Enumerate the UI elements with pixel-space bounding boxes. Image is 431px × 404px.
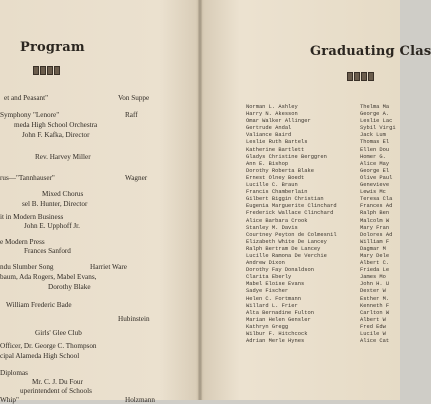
graduate-name: Mary Fran — [360, 224, 390, 231]
program-composer: Holzmann — [125, 396, 155, 404]
graduate-name: Olive Paul — [360, 174, 393, 181]
graduate-name: Harry N. Akesson — [246, 111, 298, 118]
graduate-name: Eugenia Marguerite Clinchard — [246, 203, 337, 210]
program-line: et and Peasant" — [4, 94, 49, 102]
program-line: sel B. Hunter, Director — [22, 200, 88, 208]
graduate-name: Ralph Ben — [360, 210, 390, 217]
graduate-name: Kenneth F — [360, 302, 390, 309]
graduate-name: Alta Bernadine Fulton — [246, 309, 314, 316]
graduate-name: Elizabeth White De Lancey — [246, 238, 327, 245]
program-list — [0, 0, 198, 404]
program-line: John E. Upphoff Jr. — [24, 222, 80, 230]
graduate-name: Mabel Eloise Evans — [246, 281, 305, 288]
graduate-name: Jack Lum — [360, 132, 386, 139]
graduate-name: Malcolm W — [360, 217, 390, 224]
graduate-name: Omar Walker Allinger — [246, 118, 311, 125]
program-line: Symphony "Lenore" — [0, 111, 60, 119]
program-composer: Hubinstein — [118, 315, 150, 323]
graduate-name: William F — [360, 238, 390, 245]
graduate-name: Sybil Virgi — [360, 125, 396, 132]
program-line: Officer, Dr. George C. Thompson — [0, 342, 97, 350]
graduate-name: Ellen Dou — [360, 146, 390, 153]
graduate-name: James Mo — [360, 274, 386, 281]
graduate-name: Dorothy Fay Donaldson — [246, 267, 314, 274]
program-title: Program — [20, 40, 85, 55]
graduate-name: Dagmar M — [360, 245, 386, 252]
graduate-name: Clarita Eberly — [246, 274, 292, 281]
graduate-name: Courtney Peyton de Colmesnil — [246, 231, 337, 238]
program-line: baum, Ada Rogers, Mabel Evans, — [0, 273, 97, 281]
graduate-name: Mary Dele — [360, 252, 390, 259]
graduate-name: Helen C. Fortmann — [246, 295, 301, 302]
graduate-name: Sadye Fischer — [246, 288, 289, 295]
graduate-name: Valiance Baird — [246, 132, 292, 139]
graduate-name: Ralph Bertram De Lancey — [246, 245, 321, 252]
graduate-name: Homer G. — [360, 153, 386, 160]
program-line: Whip" — [0, 396, 19, 404]
graduate-name: Dorothy Roberta Blake — [246, 167, 314, 174]
graduates-column-1 — [246, 104, 366, 345]
graduate-name: Marian Helen Gensler — [246, 316, 311, 323]
graduate-name: John H. U — [360, 281, 390, 288]
graduate-name: Albert C. — [360, 260, 390, 267]
graduate-name: Frieda Le — [360, 267, 390, 274]
graduate-name: Frances Ad — [360, 203, 393, 210]
graduate-name: Kathryn Gregg — [246, 323, 289, 330]
graduate-name: Lucille C. Braun — [246, 182, 298, 189]
program-line: uperintendent of Schools — [20, 387, 92, 395]
graduate-name: Alice May — [360, 160, 390, 167]
program-line: William Frederic Bade — [6, 301, 72, 309]
graduate-name: Alice Cat — [360, 338, 390, 345]
graduate-name: Gilbert Biggin Christian — [246, 196, 324, 203]
program-line: Mr. C. J. Du Four — [32, 378, 83, 386]
graduate-name: Alice Barbara Crook — [246, 217, 308, 224]
program-line: meda High School Orchestra — [14, 121, 98, 129]
graduate-name: Gladys Christine Berggren — [246, 153, 327, 160]
program-line: cipal Alameda High School — [0, 352, 80, 360]
graduate-name: Francis Chamberlain — [246, 189, 308, 196]
graduate-name: Ann E. Bishop — [246, 160, 289, 167]
graduate-name: Ernest Olney Boedt — [246, 174, 305, 181]
program-line: Dorothy Blake — [48, 283, 91, 291]
graduate-name: Frederick Wallace Clinchard — [246, 210, 334, 217]
graduate-name: Stanley M. Davis — [246, 224, 298, 231]
graduate-name: Thomas El — [360, 139, 390, 146]
graduate-name: Genevieve — [360, 182, 390, 189]
graduate-name: Gertrude Andal — [246, 125, 292, 132]
graduate-name: Lewis Mc — [360, 189, 386, 196]
graduate-name: Adrian Merle Hynes — [246, 338, 305, 345]
graduate-name: Albert W — [360, 316, 386, 323]
program-composer: Raff — [125, 111, 138, 119]
program-line: Mixed Chorus — [42, 190, 84, 198]
program-composer: Von Suppe — [118, 94, 150, 102]
graduate-name: Leslie Ruth Bartels — [246, 139, 308, 146]
graduate-name: Katherine Bartlett — [246, 146, 305, 153]
program-line: ndu Slumber Song — [0, 263, 54, 271]
program-composer: Harriet Ware — [90, 263, 127, 271]
graduate-name: Carlton W — [360, 309, 390, 316]
program-line: Frances Sanford — [24, 247, 71, 255]
graduate-name: Fred Edw — [360, 323, 386, 330]
program-composer: Wagner — [125, 174, 148, 182]
graduate-name: Lucile W — [360, 331, 386, 337]
graduate-name: Thelma Ma — [360, 104, 390, 110]
program-line: Diplomas — [0, 369, 28, 377]
ornament-icon — [347, 72, 374, 81]
program-line: e Modern Press — [0, 238, 45, 246]
program-line: rus—"Tannhauser" — [0, 174, 55, 182]
graduate-name: George A. — [360, 111, 390, 118]
graduate-name: Lucille Ramona De Verchie — [246, 252, 327, 259]
program-line: Girls' Glee Club — [35, 329, 82, 337]
program-line: it in Modern Business — [0, 213, 64, 221]
graduate-name: Dexter W — [360, 288, 386, 295]
graduate-name: Dolores Ad — [360, 231, 393, 238]
graduate-name: Norman L. Ashley — [246, 104, 298, 110]
graduate-name: George El — [360, 167, 390, 174]
center-fold — [198, 0, 202, 400]
graduate-name: Andrew Dixon — [246, 260, 285, 267]
graduate-name: Wilbur F. Hitchcock — [246, 331, 308, 337]
graduates-title: Graduating Clas — [310, 44, 431, 59]
graduate-name: Willard L. Frier — [246, 302, 298, 309]
graduate-name: Teresa Cla — [360, 196, 393, 203]
graduate-name: Leslie Lac — [360, 118, 393, 125]
program-line: Rev. Harvey Miller — [35, 153, 91, 161]
program-line: John F. Kafka, Director — [22, 131, 90, 139]
graduate-name: Esther M. — [360, 295, 390, 302]
graduates-column-2 — [360, 104, 420, 345]
